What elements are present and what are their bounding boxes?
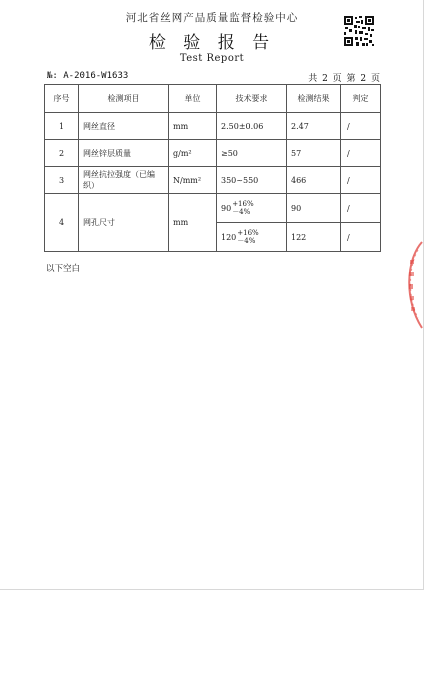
cell-result: 122 bbox=[287, 223, 341, 252]
tolerance-value bbox=[221, 229, 259, 245]
cell-unit: N/mm² bbox=[169, 167, 217, 194]
tolerance-value bbox=[221, 200, 254, 216]
cell-result: 466 bbox=[287, 167, 341, 194]
official-seal-stamp bbox=[396, 240, 424, 330]
table-row bbox=[45, 113, 381, 140]
cell-unit: mm bbox=[169, 194, 217, 252]
cell-verdict: / bbox=[341, 167, 381, 194]
cell-verdict: / bbox=[341, 140, 381, 167]
cell-result: 2.47 bbox=[287, 113, 341, 140]
test-results-table bbox=[44, 84, 381, 252]
tolerance-base: 120 bbox=[221, 232, 237, 242]
table-row bbox=[45, 140, 381, 167]
tolerance-plus: +16% bbox=[237, 229, 259, 237]
report-number: №: A-2016-W1633 bbox=[47, 71, 129, 81]
cell-requirement bbox=[217, 194, 287, 223]
cell-unit: g/m² bbox=[169, 140, 217, 167]
cell-item: 网丝抗拉强度（已编织） bbox=[79, 167, 169, 194]
table-row bbox=[45, 194, 381, 223]
cell-result: 57 bbox=[287, 140, 341, 167]
report-title-cn: 检 验 报 告 bbox=[148, 33, 276, 53]
cell-item: 网丝锌层质量 bbox=[79, 140, 169, 167]
header-requirement: 技术要求 bbox=[217, 85, 287, 113]
cell-seq: 1 bbox=[45, 113, 79, 140]
header-seq: 序号 bbox=[45, 85, 79, 113]
qr-code-icon bbox=[343, 15, 375, 47]
cell-verdict: / bbox=[341, 194, 381, 223]
issuing-organization: 河北省丝网产品质量监督检验中心 bbox=[125, 12, 299, 24]
cell-item: 网丝直径 bbox=[79, 113, 169, 140]
cell-result: 90 bbox=[287, 194, 341, 223]
cell-requirement bbox=[217, 223, 287, 252]
tolerance-range bbox=[237, 229, 258, 245]
header-result: 检测结果 bbox=[287, 85, 341, 113]
cell-unit: mm bbox=[169, 113, 217, 140]
header-item: 检测项目 bbox=[79, 85, 169, 113]
table-header-row bbox=[45, 85, 381, 113]
end-of-content-note: 以下空白 bbox=[46, 264, 81, 274]
header-verdict: 判定 bbox=[341, 85, 381, 113]
cell-requirement: ≥50 bbox=[217, 140, 287, 167]
cell-verdict: / bbox=[341, 113, 381, 140]
cell-seq: 3 bbox=[45, 167, 79, 194]
page-indicator: 共 2 页 第 2 页 bbox=[308, 74, 381, 84]
table-row bbox=[45, 167, 381, 194]
cell-seq: 4 bbox=[45, 194, 79, 252]
report-title-en: Test Report bbox=[179, 53, 245, 64]
cell-requirement: 350~550 bbox=[217, 167, 287, 194]
cell-seq: 2 bbox=[45, 140, 79, 167]
tolerance-minus: －4% bbox=[232, 208, 251, 216]
cell-verdict: / bbox=[341, 223, 381, 252]
cell-item: 网孔尺寸 bbox=[79, 194, 169, 252]
tolerance-plus: +16% bbox=[232, 200, 254, 208]
tolerance-base: 90 bbox=[221, 203, 232, 213]
cell-requirement: 2.50±0.06 bbox=[217, 113, 287, 140]
header-unit: 单位 bbox=[169, 85, 217, 113]
tolerance-range bbox=[232, 200, 253, 216]
tolerance-minus: －4% bbox=[237, 237, 256, 245]
